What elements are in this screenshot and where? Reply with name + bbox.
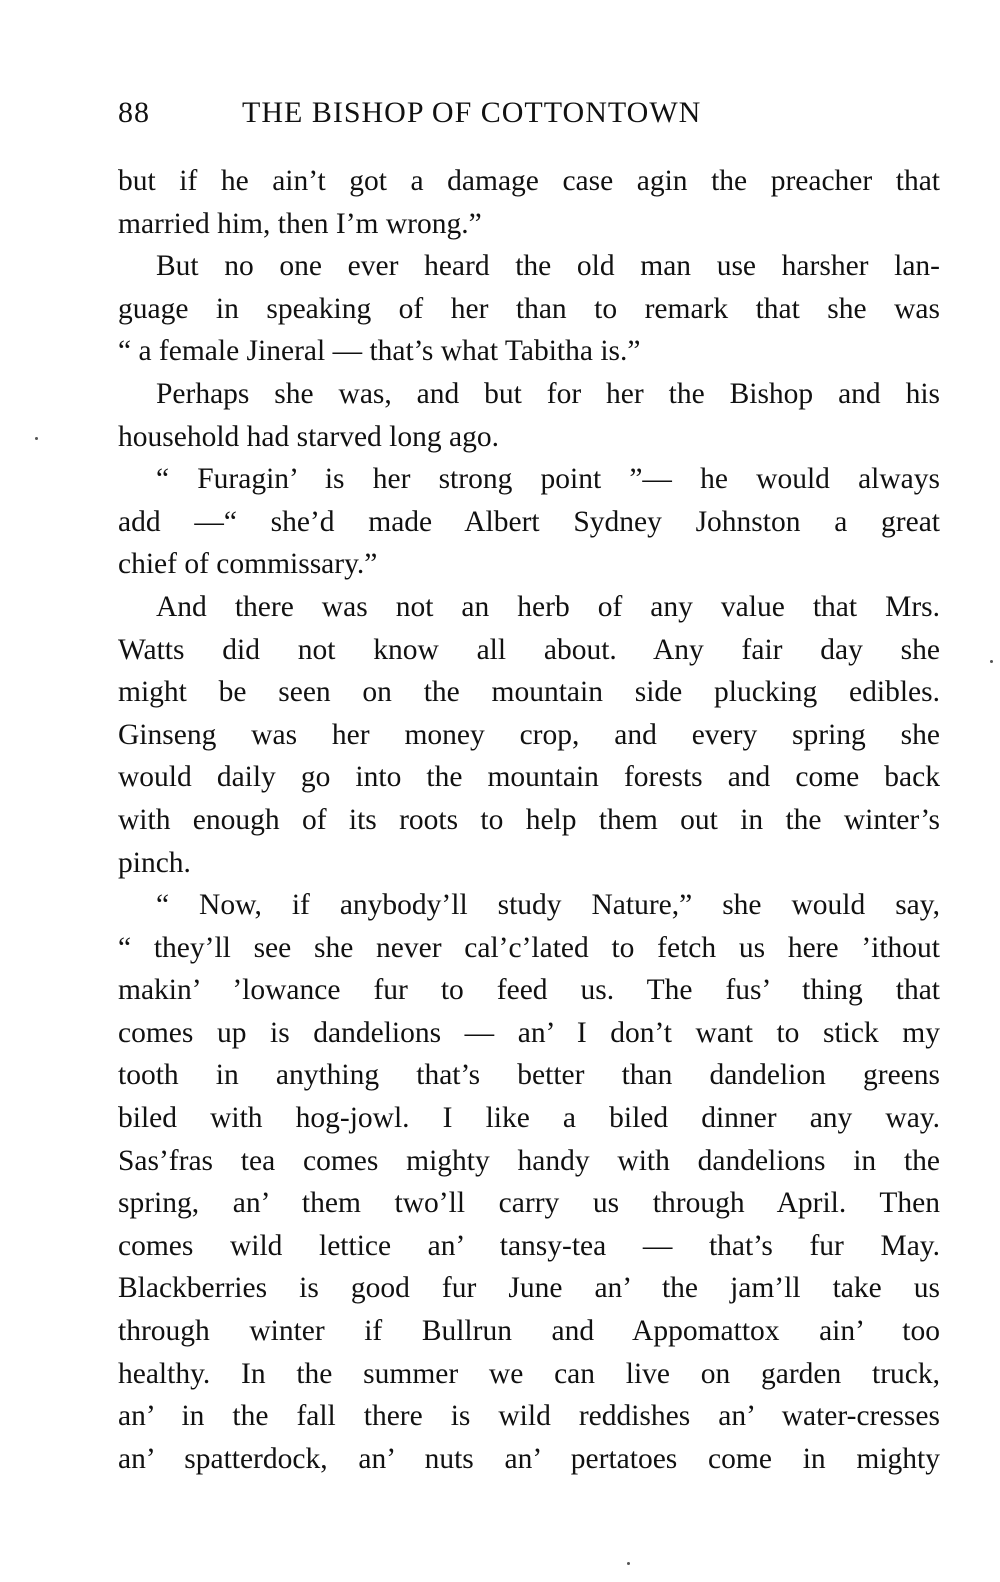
text-line: Perhaps she was, and but for her the Bishop and his <box>156 377 940 410</box>
text-line: would daily go into the mountain forests and come back <box>118 761 940 794</box>
paragraph <box>118 245 940 373</box>
text-line: comes up is dandelions — an’ I don’t want to stick my <box>118 1016 940 1049</box>
text-line: pinch. <box>118 846 191 879</box>
text-line: add —“ she’d made Albert Sydney Johnston a great <box>118 505 940 538</box>
text-line: But no one ever heard the old man use harsher lan- <box>156 250 940 283</box>
running-head <box>118 96 938 140</box>
page-number: 88 <box>118 96 150 129</box>
paragraph <box>118 160 940 245</box>
text-line: but if he ain’t got a damage case agin the preacher that <box>118 165 940 197</box>
text-line: married him, then I’m wrong.” <box>118 207 482 240</box>
text-line: tooth in anything that’s better than dandelion greens <box>118 1059 940 1092</box>
scan-speck <box>990 660 993 663</box>
text-line: Ginseng was her money crop, and every spring she <box>118 718 940 751</box>
text-line: chief of commissary.” <box>118 548 378 581</box>
text-line: with enough of its roots to help them out in the winter’s <box>118 803 940 836</box>
text-line: “ they’ll see she never cal’c’lated to fetch us here ’ithout <box>118 931 940 964</box>
paragraph <box>118 458 940 586</box>
text-line: an’ in the fall there is wild reddishes an’ water-cresses <box>118 1400 940 1433</box>
text-line: might be seen on the mountain side plucking edibles. <box>118 676 940 709</box>
text-line: spring, an’ them two’ll carry us through April. Then <box>118 1187 940 1220</box>
text-line: healthy. In the summer we can live on garden truck, <box>118 1357 940 1390</box>
text-line: through winter if Bullrun and Appomattox ain’ too <box>118 1315 940 1348</box>
text-line: “ a female Jineral — that’s what Tabitha is.” <box>118 335 641 368</box>
scan-speck <box>627 1562 630 1565</box>
paragraph <box>118 373 940 458</box>
text-line: Sas’fras tea comes mighty handy with dandelions in the <box>118 1144 940 1177</box>
text-line: comes wild lettice an’ tansy-tea — that’s fur May. <box>118 1229 940 1262</box>
text-line: “ Furagin’ is her strong point ”— he would always <box>156 463 940 496</box>
scan-speck <box>35 437 38 440</box>
book-title: THE BISHOP OF COTTONTOWN <box>242 96 702 129</box>
text-line: biled with hog-jowl. I like a biled dinner any way. <box>118 1102 940 1135</box>
paragraph <box>118 586 940 884</box>
body-text <box>118 160 940 1480</box>
paragraph <box>118 884 940 1480</box>
text-line: an’ spatterdock, an’ nuts an’ pertatoes come in mighty <box>118 1442 940 1475</box>
text-line: guage in speaking of her than to remark that she was <box>118 292 940 325</box>
text-line: Watts did not know all about. Any fair day she <box>118 633 940 666</box>
text-line: Blackberries is good fur June an’ the jam’ll take us <box>118 1272 940 1305</box>
text-line: household had starved long ago. <box>118 420 499 453</box>
text-line: “ Now, if anybody’ll study Nature,” she would say, <box>156 889 940 922</box>
text-line: makin’ ’lowance fur to feed us. The fus’ thing that <box>118 974 940 1007</box>
text-line: And there was not an herb of any value that Mrs. <box>156 590 940 623</box>
